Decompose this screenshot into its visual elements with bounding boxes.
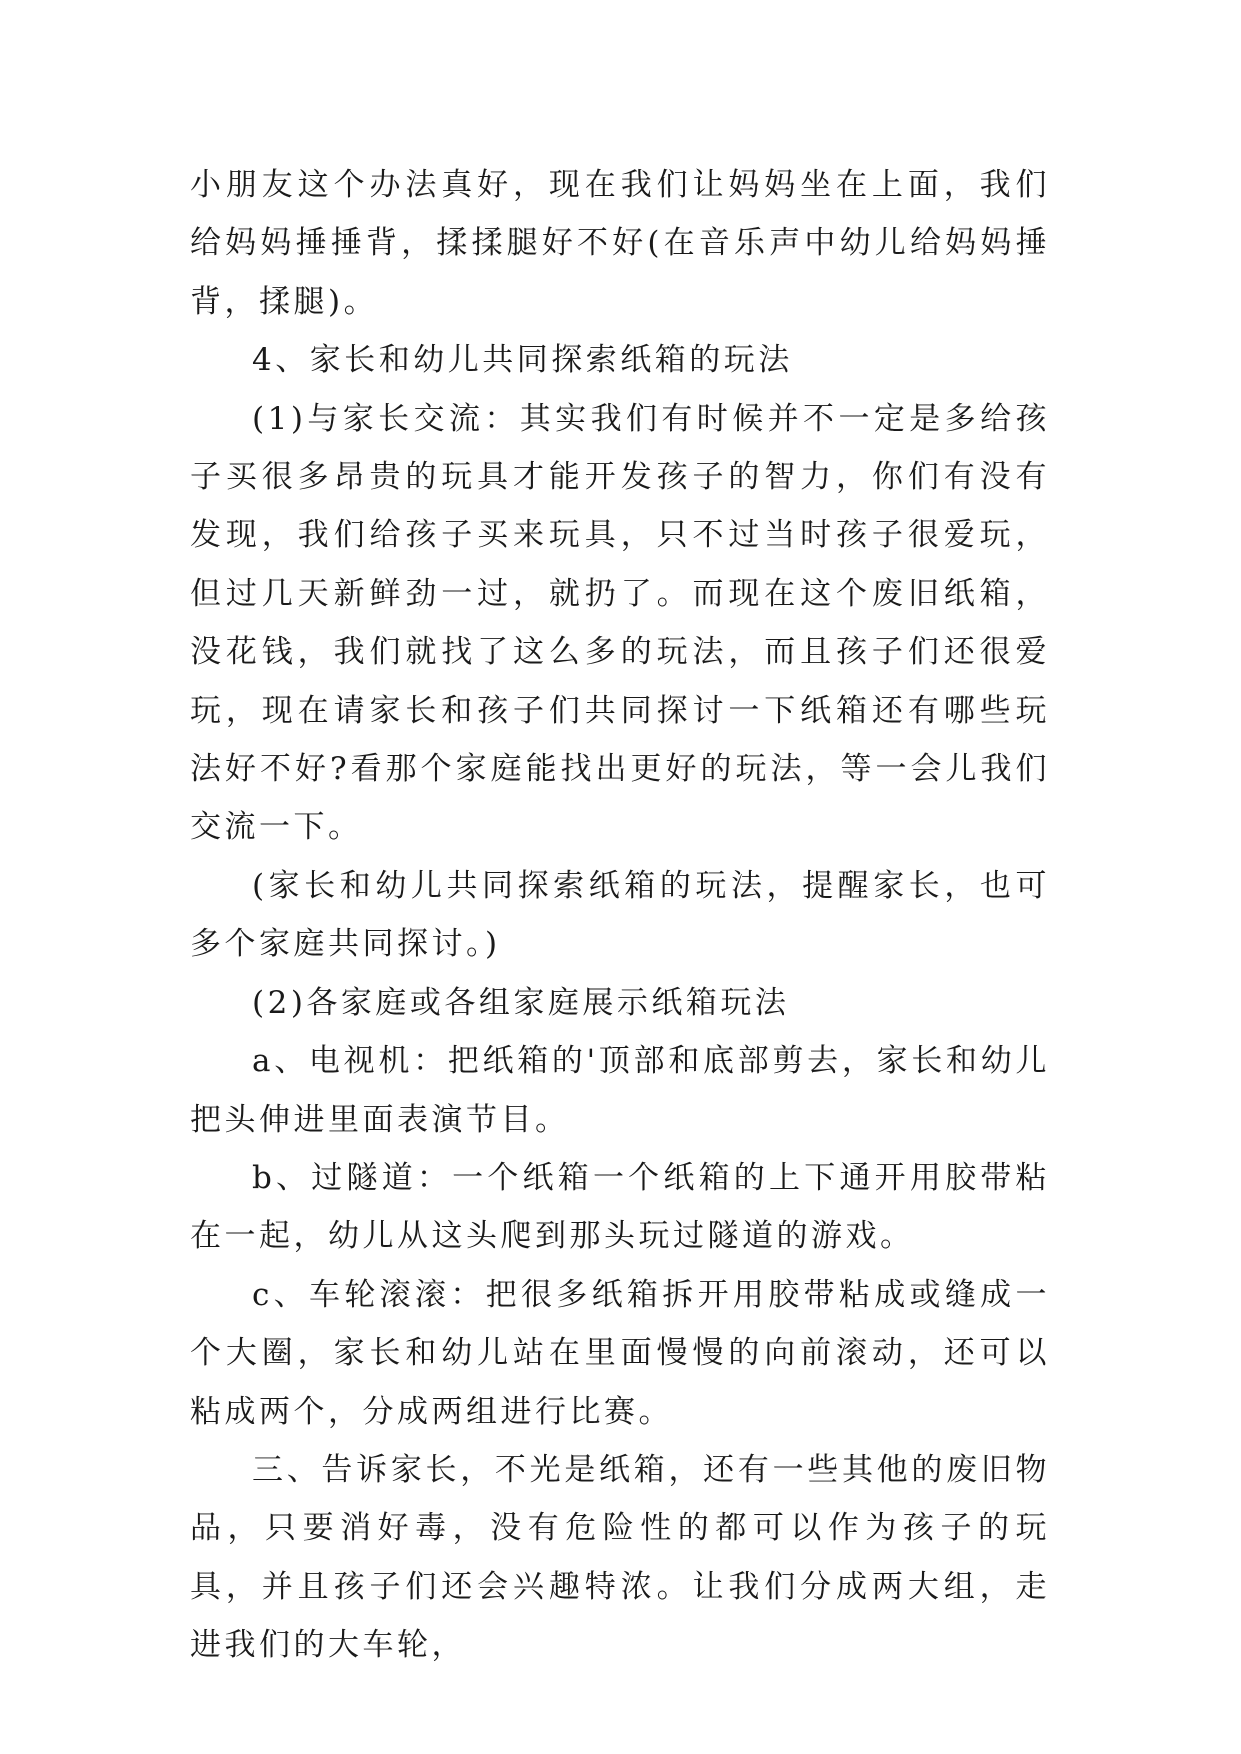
paragraph: (1)与家长交流：其实我们有时候并不一定是多给孩子买很多昂贵的玩具才能开发孩子的智力，你们有没有发现，我们给孩子买来玩具，只不过当时孩子很爱玩，但过几天新鲜劲一过，就扔了。而现在这个废旧纸箱，没花钱，我们就找了这么多的玩法，而且孩子们还很爱玩，现在请家长和孩子们共同探讨一下纸箱还有哪些玩法好不好?看那个家庭能找出更好的玩法，等一会儿我们交流一下。 [190, 400, 1050, 846]
paragraph: 小朋友这个办法真好，现在我们让妈妈坐在上面，我们给妈妈捶捶背，揉揉腿好不好(在音乐声中幼儿给妈妈捶背，揉腿)。 [190, 167, 1050, 320]
list-item-c: c、车轮滚滚：把很多纸箱拆开用胶带粘成或缝成一个大圈，家长和幼儿站在里面慢慢的向前滚动，还可以粘成两个，分成两组进行比赛。 [190, 1276, 1050, 1430]
list-item-a: a、电视机：把纸箱的'顶部和底部剪去，家长和幼儿把头伸进里面表演节目。 [190, 1043, 1050, 1138]
document-body [190, 156, 1050, 1675]
section-heading-4: 4、家长和幼儿共同探索纸箱的玩法 [252, 342, 793, 379]
subsection-heading-2: (2)各家庭或各组家庭展示纸箱玩法 [252, 984, 790, 1021]
paragraph: (家长和幼儿共同探索纸箱的玩法，提醒家长，也可多个家庭共同探讨。) [190, 867, 1050, 963]
list-item-b: b、过隧道：一个纸箱一个纸箱的上下通开用胶带粘在一起，幼儿从这头爬到那头玩过隧道的游戏。 [190, 1159, 1050, 1255]
section-paragraph-3: 三、告诉家长，不光是纸箱，还有一些其他的废旧物品，只要消好毒，没有危险性的都可以作为孩子的玩具，并且孩子们还会兴趣特浓。让我们分成两大组，走进我们的大车轮， [190, 1451, 1050, 1664]
